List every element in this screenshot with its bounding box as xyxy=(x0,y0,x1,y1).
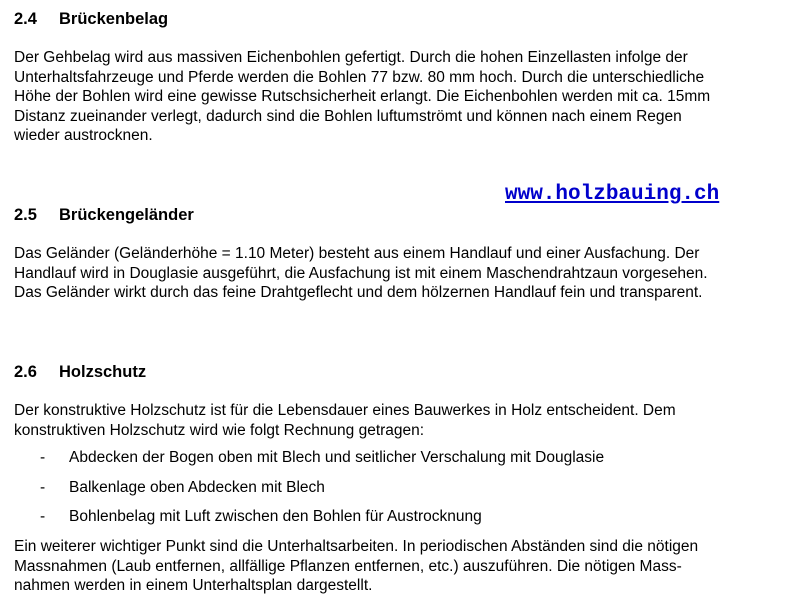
website-link[interactable]: www.holzbauing.ch xyxy=(505,183,720,206)
text-line: konstruktiven Holzschutz wird wie folgt Rechnung getragen: xyxy=(14,421,425,439)
section-title: Brückenbelag xyxy=(59,10,169,28)
list-item-text: Bohlenbelag mit Luft zwischen den Bohlen für Austrocknung xyxy=(69,508,482,525)
list-item xyxy=(40,448,604,468)
list-item-text: Balkenlage oben Abdecken mit Blech xyxy=(69,479,325,496)
text-line: Der konstruktive Holzschutz ist für die Lebensdauer eines Bauwerkes in Holz entscheident. Dem xyxy=(14,402,676,419)
paragraph-brueckengelaender xyxy=(14,244,789,303)
section-number: 2.4 xyxy=(14,10,37,28)
text-line: Höhe der Bohlen wird eine gewisse Rutschsicherheit erlangt. Die Eichenbohlen werden mit ca. 15mm xyxy=(14,88,711,105)
text-line: Unterhaltsfahrzeuge und Pferde werden die Bohlen 77 bzw. 80 mm hoch. Durch die unterschiedliche xyxy=(14,68,705,86)
bullet-marker: - xyxy=(40,479,46,496)
section-heading-2-5 xyxy=(14,205,194,225)
text-line: Massnahmen (Laub entfernen, allfällige Pflanzen entfernen, etc.) auszuführen. Die nötigen Mass- xyxy=(14,557,682,575)
text-line: Das Geländer (Geländerhöhe = 1.10 Meter) besteht aus einem Handlauf und einer Ausfachung. Der xyxy=(14,245,700,262)
section-title: Brückengeländer xyxy=(59,206,194,224)
paragraph-unterhalt xyxy=(14,537,789,596)
text-line: Distanz zueinander verlegt, dadurch sind die Bohlen luftumströmt und können nach einem Regen xyxy=(14,107,682,125)
text-line: wieder austrocknen. xyxy=(14,127,153,144)
bullet-marker: - xyxy=(40,449,46,466)
bullet-marker: - xyxy=(40,508,46,525)
list-item xyxy=(40,478,325,498)
list-item-text: Abdecken der Bogen oben mit Blech und seitlicher Verschalung mit Douglasie xyxy=(69,449,605,466)
section-title: Holzschutz xyxy=(59,363,147,381)
list-item xyxy=(40,507,482,527)
text-line: Der Gehbelag wird aus massiven Eichenbohlen gefertigt. Durch die hohen Einzellasten infolge der xyxy=(14,49,688,66)
section-heading-2-4 xyxy=(14,9,168,29)
text-line: Ein weiterer wichtiger Punkt sind die Unterhaltsarbeiten. In periodischen Abständen sind die nötigen xyxy=(14,538,699,555)
section-number: 2.6 xyxy=(14,363,37,381)
text-line: Das Geländer wirkt durch das feine Drahtgeflecht und dem hölzernen Handlauf fein und transparent. xyxy=(14,284,703,301)
section-number: 2.5 xyxy=(14,206,37,224)
paragraph-holzschutz-intro xyxy=(14,401,789,440)
text-line: nahmen werden in einem Unterhaltsplan dargestellt. xyxy=(14,577,373,594)
text-line: Handlauf wird in Douglasie ausgeführt, die Ausfachung ist mit einem Maschendrahtzaun vorgesehen. xyxy=(14,264,708,282)
paragraph-brueckenbelag xyxy=(14,48,789,146)
section-heading-2-6 xyxy=(14,362,146,382)
